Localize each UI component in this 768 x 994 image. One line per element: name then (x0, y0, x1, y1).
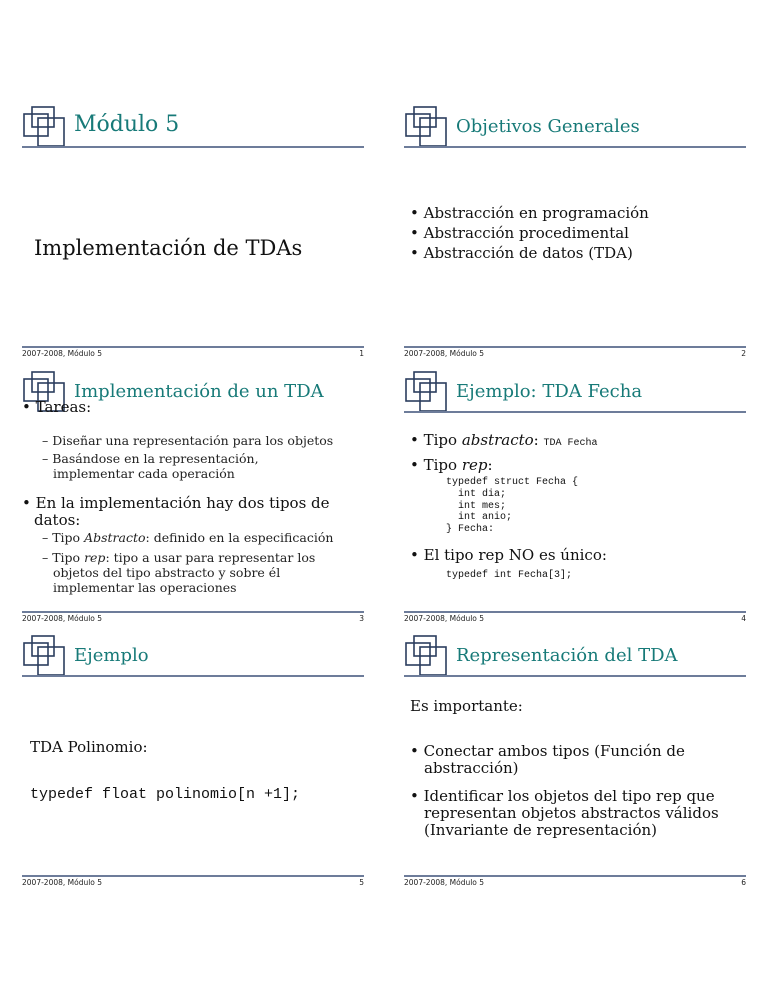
bullet: • Abstracción procedimental (410, 224, 629, 242)
logo-squares-icon (404, 106, 450, 148)
footer-text: 2007-2008, Módulo 5 (22, 878, 103, 887)
divider (404, 875, 746, 877)
bullet: • En la implementación hay dos tipos de (22, 494, 330, 512)
sub-bullet (42, 530, 333, 545)
text: rep (84, 550, 106, 565)
divider (22, 611, 364, 613)
bullet: • Conectar ambos tipos (Función de (410, 742, 685, 760)
code-block: typedef struct Fecha { int dia; int mes; int anio; } Fecha: (446, 477, 579, 536)
divider (22, 146, 364, 148)
bullet (410, 456, 493, 474)
sub-bullet-cont: implementar las operaciones (53, 580, 237, 595)
slide-2 (404, 100, 746, 365)
bullet: • Tareas: (22, 398, 92, 416)
text: : definido en la especificación (145, 530, 334, 545)
page-number: 4 (741, 614, 746, 623)
bullet-cont: representan objetos abstractos válidos (424, 804, 719, 822)
bullet (410, 431, 598, 449)
code-block: typedef int Fecha[3]; (446, 570, 573, 581)
logo-squares-icon (404, 635, 450, 677)
divider (22, 675, 364, 677)
code-text: TDA Fecha (543, 438, 598, 449)
slide-title: Módulo 5 (74, 112, 180, 137)
page-number: 5 (359, 878, 364, 887)
logo-squares-icon (22, 106, 68, 148)
bullet-cont: abstracción) (424, 759, 519, 777)
page-number: 3 (359, 614, 364, 623)
page-number: 1 (359, 349, 364, 358)
slide-title: Ejemplo (74, 645, 149, 666)
text: abstracto (461, 431, 534, 449)
slide-1 (22, 100, 364, 365)
slide-subtitle: Implementación de TDAs (34, 236, 303, 260)
sub-bullet: – Diseñar una representación para los objetos (42, 433, 334, 448)
text: – Tipo (42, 530, 85, 545)
text: – Tipo (42, 550, 85, 565)
divider (404, 675, 746, 677)
page-number: 6 (741, 878, 746, 887)
sub-bullet (42, 550, 315, 565)
text: : tipo a usar para representar los (105, 550, 316, 565)
bullet: • Abstracción de datos (TDA) (410, 244, 633, 262)
text: • Tipo (410, 431, 462, 449)
slide-title: Objetivos Generales (456, 116, 640, 137)
text-line: Es importante: (410, 697, 523, 715)
bullet-cont: datos: (34, 511, 81, 529)
code-line: typedef float polinomio[n +1]; (30, 786, 301, 803)
sub-bullet: – Basándose en la representación, (42, 451, 259, 466)
logo-squares-icon (22, 635, 68, 677)
divider (22, 346, 364, 348)
divider (404, 411, 746, 413)
slide-title: Representación del TDA (456, 645, 678, 666)
footer-text: 2007-2008, Módulo 5 (404, 614, 485, 623)
sub-bullet-cont: objetos del tipo abstracto y sobre él (53, 565, 281, 580)
text-line: TDA Polinomio: (30, 738, 148, 756)
bullet: • El tipo rep NO es único: (410, 546, 607, 564)
slide-3 (22, 365, 364, 630)
footer-text: 2007-2008, Módulo 5 (22, 349, 103, 358)
divider (404, 611, 746, 613)
footer-text: 2007-2008, Módulo 5 (22, 614, 103, 623)
text: : (533, 431, 544, 449)
bullet: • Abstracción en programación (410, 204, 649, 222)
text: rep (461, 456, 488, 474)
bullet: • Identificar los objetos del tipo rep que (410, 787, 715, 805)
logo-squares-icon (404, 371, 450, 413)
slide-5 (22, 629, 364, 894)
text: : (487, 456, 493, 474)
slide-title: Implementación de un TDA (74, 381, 324, 402)
slide-4 (404, 365, 746, 630)
sub-bullet-cont: implementar cada operación (53, 466, 235, 481)
footer-text: 2007-2008, Módulo 5 (404, 878, 485, 887)
footer-text: 2007-2008, Módulo 5 (404, 349, 485, 358)
divider (22, 875, 364, 877)
text: Abstracto (84, 530, 146, 545)
slide-6 (404, 629, 746, 894)
divider (404, 346, 746, 348)
text: • Tipo (410, 456, 462, 474)
bullet-cont: (Invariante de representación) (424, 821, 657, 839)
page-number: 2 (741, 349, 746, 358)
slide-title: Ejemplo: TDA Fecha (456, 381, 643, 402)
divider (404, 146, 746, 148)
